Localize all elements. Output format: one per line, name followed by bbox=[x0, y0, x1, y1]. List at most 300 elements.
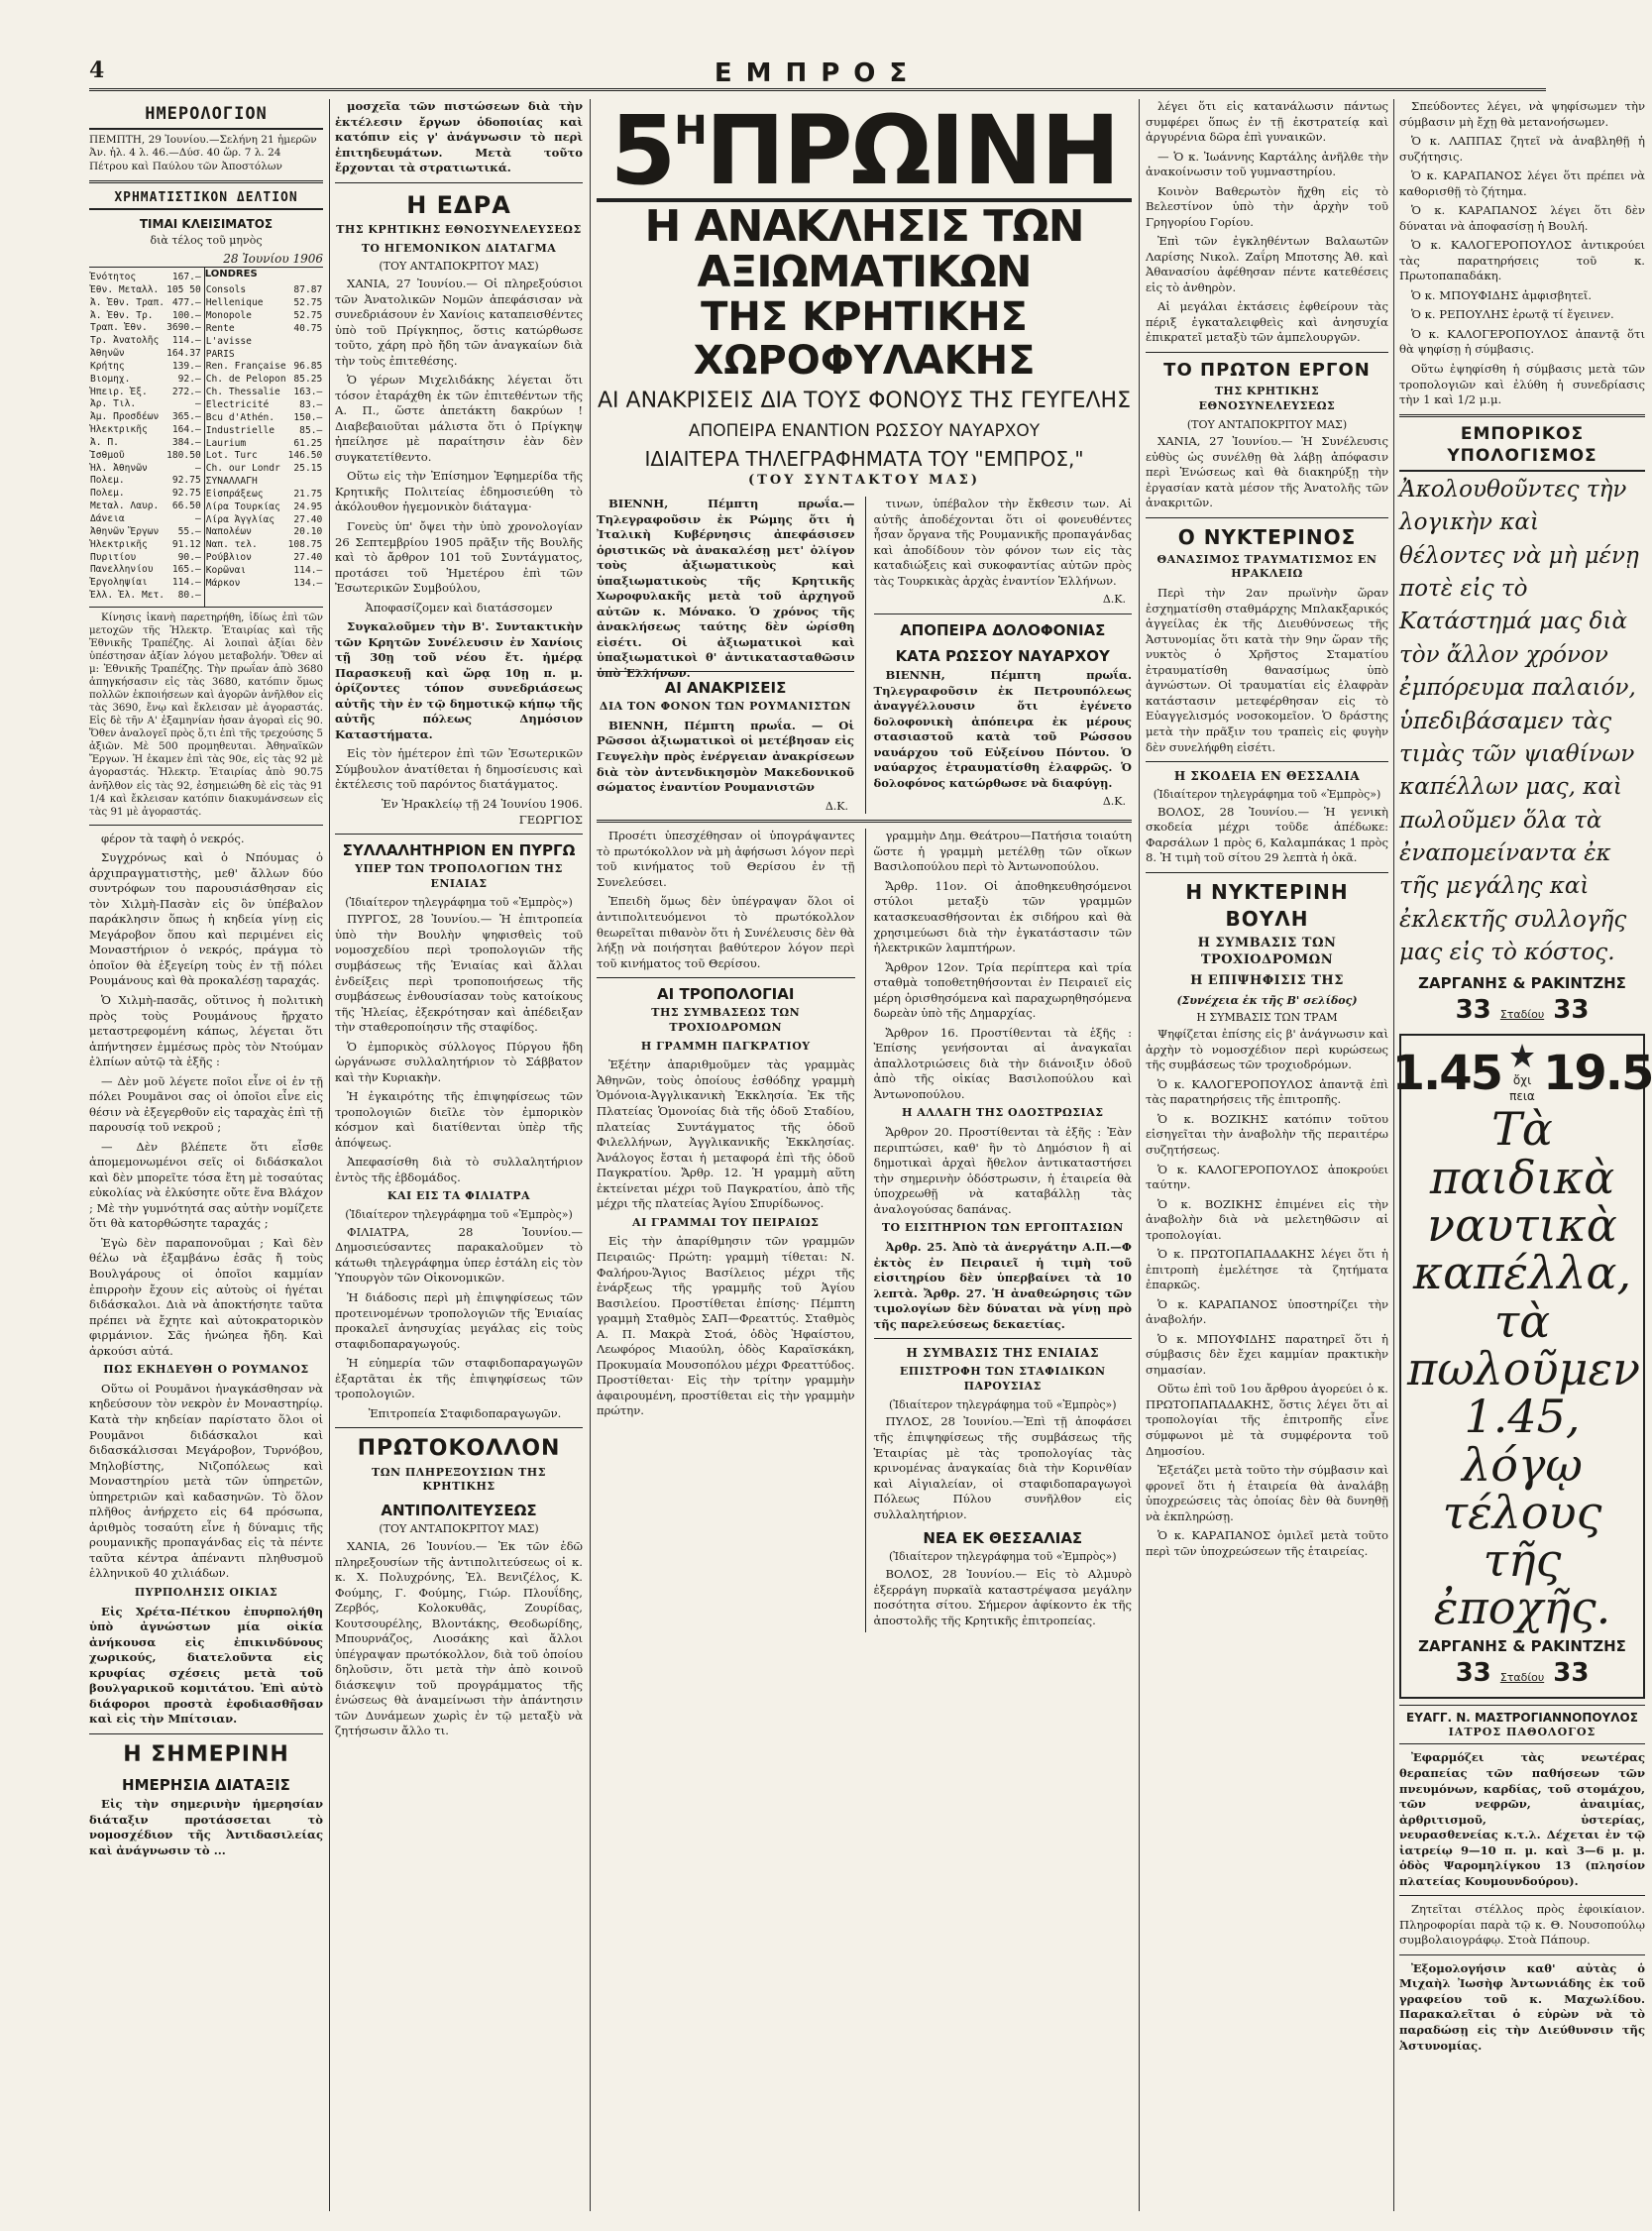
burial-title: ΠΩΣ ΕΚΗΔΕΥΘΗ Ο ΡΟΥΜΑΝΟΣ bbox=[103, 1363, 309, 1377]
market-row bbox=[89, 590, 202, 603]
security-price: 85.25 bbox=[293, 374, 323, 386]
article-paragraph: Ὁ κ. ΚΑΡΑΠΑΝΟΣ λέγει ὅτι δὲν δύναται νὰ ἀποφασίσῃ ἡ Βουλή. bbox=[1399, 203, 1645, 233]
security-price: 24.95 bbox=[293, 501, 323, 512]
piraeus-title: ΑΙ ΓΡΑΜΜΑΙ ΤΟΥ ΠΕΙΡΑΙΩΣ bbox=[632, 1215, 820, 1229]
wanted-notice: Ζητεῖται στέλλος πρὸς ἐφοικίαιον. Πληροφορίαι παρὰ τῷ κ. Θ. Νουσοπούλῳ συμβολαιογράφῳ. Στοὰ Πάπουρ. bbox=[1399, 1902, 1645, 1948]
market-row bbox=[89, 513, 202, 526]
security-name: Βιομηχ. bbox=[90, 373, 131, 385]
market-row bbox=[89, 348, 202, 361]
first-work-correspondent: (ΤΟΥ ΑΝΤΑΠΟΚΡΙΤΟΥ ΜΑΣ) bbox=[1186, 417, 1348, 431]
market-row bbox=[89, 488, 202, 501]
market-row bbox=[89, 539, 202, 552]
security-name: Ρούβλιον bbox=[205, 552, 252, 564]
security-price: 384.— bbox=[171, 436, 201, 448]
article-paragraph: Γονεὺς ὑπ' ὄψει τὴν ὑπὸ χρονολογίαν 26 Σεπτεμβρίου 1905 πρᾶξιν τῆς Βουλῆς καὶ τὸ ἄρθρον 101 τοῦ Συντάγματος, προτάσει τοῦ Ἡμετέρου ἐπὶ τῶν Ἐσωτερικῶν Συμβούλου, bbox=[335, 518, 583, 596]
security-price: 134.— bbox=[293, 577, 323, 589]
market-row bbox=[205, 539, 324, 552]
article-paragraph: Ὁ Χιλμὴ-πασᾶς, οὕτινος ἡ πολιτικὴ πρὸς τοὺς Ρουμάνους ἤρχατο μεταστρεφομένη κάπως, λέγεται ὅτι ἀπήντησεν ἐμμέσως πρὸς τὸν Ντούμαν ἐλπίων αὐτῷ τὰ ἑξῆς : bbox=[89, 992, 323, 1069]
article-paragraph: Ἀποφασίζομεν καὶ διατάσσομεν bbox=[365, 600, 553, 614]
seat-subtitle: ΤΗΣ ΚΡΗΤΙΚΗΣ ΕΘΝΟΣΥΝΕΛΕΥΣΕΩΣ bbox=[336, 222, 582, 236]
security-name: Ἀμ. Προσδέων bbox=[90, 411, 160, 423]
article-paragraph: Ὁ κ. ΚΑΡΑΠΑΝΟΣ λέγει ὅτι πρέπει νὰ καθορισθῇ τὸ ζήτημα. bbox=[1399, 168, 1645, 198]
market-row bbox=[205, 463, 324, 476]
security-price: 180.50 bbox=[166, 449, 201, 461]
night-title: Ο ΝΥΚΤΕΡΙΝΟΣ bbox=[1177, 524, 1357, 549]
security-price: 87.87 bbox=[293, 284, 323, 296]
signature: Δ.Κ. bbox=[1102, 593, 1126, 607]
article-paragraph: Ὁ κ. ΡΕΠΟΥΛΗΣ ἐρωτᾷ τί ἔγεινεν. bbox=[1411, 307, 1614, 322]
calendar-line: Πέτρου καὶ Παύλου τῶν Ἀποστόλων bbox=[89, 161, 282, 173]
market-row bbox=[205, 578, 324, 591]
first-work-text: ΧΑΝΙΑ, 27 Ἰουνίου.— Ἡ Συνέλευσις εὐθὺς ὡς συνέλθῃ θὰ λάβῃ ἀπόφασιν περὶ Ἑνώσεως καὶ θὰ διακηρύξῃ τὴν ἐργασίαν κατὰ μέσον τῆς Ἀνατολῆς τῶν ἀνακριτῶν. bbox=[1146, 434, 1388, 510]
article-paragraph: Ἡ ἐγκαιρότης τῆς ἐπιψηφίσεως τῶν τροπολογιῶν διεῖλε τὸν ἐμπορικὸν κόσμον καὶ διατίθενται ὑπὲρ τῆς ἀπόψεως. bbox=[335, 1089, 583, 1150]
market-row bbox=[205, 284, 324, 297]
doctor-text: Ἐφαρμόζει τὰς νεωτέρας θεραπείας τῶν παθήσεων τῶν πνευμόνων, καρδίας, τοῦ στομάχου, τῶν νεφρῶν, ἀναιμίας, ἀρθριτισμοῦ, ὑστερίας, νευρασθενείας κ.τ.λ. Δέχεται ἐν τῷ ἰατρείῳ 9—10 π. μ. καὶ 3—6 μ. μ. ὁδὸς Ψαρομηλίγκου 13 (πλησίον πλατείας Κουμουνδούρου). bbox=[1399, 1750, 1645, 1888]
security-price: 21.75 bbox=[293, 488, 323, 500]
market-row bbox=[205, 502, 324, 514]
market-row bbox=[205, 399, 324, 412]
market-row bbox=[89, 475, 202, 488]
market-row bbox=[205, 552, 324, 565]
security-price: 52.75 bbox=[293, 310, 323, 322]
protocol-title: ΠΡΩΤΟΚΟΛΛΟΝ bbox=[357, 1436, 561, 1462]
article-paragraph: Ἄρθρ. 11ον. Οἱ ἀποθηκευθησόμενοι στύλοι μεταξὺ τῶν γραμμῶν κατασκευασθήσονται ἐκ σιδήρου καὶ θὰ χρησιμεύωσι διὰ τὴν ἐγκατάστασιν τῶν ἠλεκτρικῶν λαμπτήρων. bbox=[873, 878, 1132, 955]
article-paragraph: Ἐπιτροπεία Σταφιδοπαραγωγῶν. bbox=[368, 1405, 562, 1420]
security-name: Πυριτίου bbox=[90, 551, 137, 563]
amendments-text: Ἐξέτην ἀπαριθμοῦμεν τὰς γραμμὰς Ἀθηνῶν, τοὺς ὁποίους ἐσθόδηχ γραμμὴ Ὁμόνοια-Ἀγγλικανικὴ Ἐκκλησία. Ἐκ τῆς Πλατείας Ὁμονοίας διὰ τῆς ὁδοῦ Σταδίου, πλατείας Συντάγματος τῆς ὁδοῦ Φιλελλήνων, Ἀγγλικανικῆς Ἐκκλησίας. Ἀνάλογος ἔσται ἡ μεταφορά ἐπὶ τῆς ὁδοῦ Παγκρατίου. Ἄρθρ. 12. Ἡ γραμμὴ αὕτη ἐκτείνεται μέχρι τοῦ Παγκρατίου, ἀπὸ τῆς μέχρι τῆς πλατείας Ἁγίου Σπυρίδωνος. bbox=[597, 1058, 855, 1211]
security-price: 165.— bbox=[171, 564, 201, 576]
vouli-continuation: (Συνέχεια ἐκ τῆς Β' σελίδος) bbox=[1176, 993, 1358, 1007]
first-work-title: ΤΟ ΠΡΩΤΟΝ ΕΡΓΟΝ bbox=[1163, 359, 1371, 381]
security-name: Ἀ. Ἐθν. Τρ. bbox=[90, 309, 154, 321]
article-paragraph: Ψηφίζεται ἐπίσης εἰς β' ἀνάγνωσιν καὶ ἀρχὴν τὸ νομοσχέδιον περὶ κυρώσεως τῆς συμβάσεως τῶν τροχιοδρόμων. bbox=[1146, 1027, 1388, 1072]
security-price: 96.85 bbox=[293, 361, 323, 373]
article-paragraph: Ἡ εὐημερία τῶν σταφιδοπαραγωγῶν ἐξαρτᾶται ἐκ τῆς ἐπιψηφίσεως τῶν τροπολογιῶν. bbox=[335, 1356, 583, 1401]
headline-3: ΤΗΣ ΚΡΗΤΙΚΗΣ ΧΩΡΟΦΥΛΑΚΗΣ bbox=[693, 294, 1036, 385]
vouli-subtitle-3: Η ΣΥΜΒΑΣΙΣ ΤΩΝ ΤΡΑΜ bbox=[1196, 1010, 1338, 1024]
amendments-title: ΑΙ ΤΡΟΠΟΛΟΓΙΑΙ bbox=[657, 985, 795, 1004]
seat-subtitle-2: ΤΟ ΗΓΕΜΟΝΙΚΟΝ ΔΙΑΤΑΓΜΑ bbox=[361, 241, 557, 255]
financial-bulletin-title: ΧΡΗΜΑΤΙΣΤΙΚΟΝ ΔΕΛΤΙΟΝ bbox=[89, 189, 323, 210]
market-row bbox=[89, 577, 202, 590]
today-subtitle: ΗΜΕΡΗΣΙΑ ΔΙΑΤΑΞΙΣ bbox=[122, 1776, 290, 1795]
market-row bbox=[205, 489, 324, 502]
market-row bbox=[205, 349, 324, 362]
security-price: — bbox=[194, 513, 201, 525]
today-title: Η ΣΗΜΕΡΙΝΗ bbox=[123, 1741, 289, 1767]
article-paragraph: φέρον τὰ ταφὴ ὁ νεκρός. bbox=[101, 831, 245, 845]
article-paragraph: Ὁ ἐμπορικὸς σύλλογος Πύργου ἤδη ὡργάνωσε συλλαλητήριον τὸ Σάββατον καὶ τὴν Κυριακὴν. bbox=[335, 1039, 583, 1084]
amendments-subtitle: ΤΗΣ ΣΥΜΒΑΣΕΩΣ ΤΩΝ ΤΡΟΧΙΟΔΡΟΜΩΝ bbox=[651, 1006, 801, 1034]
security-price: 52.75 bbox=[293, 297, 323, 309]
street-number: 33 bbox=[1455, 1657, 1491, 1688]
market-row bbox=[205, 387, 324, 399]
security-name: Κρήτης bbox=[90, 360, 125, 372]
old-price: 19.5 bbox=[1543, 1046, 1652, 1102]
market-table-left bbox=[89, 272, 202, 603]
security-name: Μάρκον bbox=[205, 577, 241, 589]
column-2-lead: μοσχεῖα τῶν πιστώσεων διὰ τὴν ἐκτέλεσιν ἔργων ὁδοποιίας καὶ κατόπιν εἰς γ' ἀνάγνωσιν τὸ περὶ ἐπιτηδευμάτων. Μετὰ τοῦτο ἔρχονται τὰ στρατιωτικά. bbox=[335, 99, 583, 175]
security-name: Ἰσθμοῦ bbox=[90, 449, 125, 461]
security-name: Ἠπειρ. Ἐξ. bbox=[90, 386, 148, 397]
security-name: Πολεμ. bbox=[90, 475, 125, 487]
market-row bbox=[205, 297, 324, 310]
article-paragraph: Ὁ κ. ΜΠΟΥΦΙΔΗΣ παρατηρεῖ ὅτι ἡ σύμβασις δὲν ἔχει καμμίαν πρακτικὴν σημασίαν. bbox=[1146, 1331, 1388, 1377]
market-row bbox=[89, 284, 202, 297]
harvest-title: Η ΣΚΟΔΕΙΑ ΕΝ ΘΕΣΣΑΛΙΑ bbox=[1173, 769, 1361, 784]
security-name: Rente bbox=[205, 322, 235, 334]
article-paragraph: — Ὁ κ. Ἰωάννης Καρτάλης ἀνῆλθε τὴν ἀνακοίνωσιν τοῦ γυμναστηρίου. bbox=[1146, 149, 1388, 179]
market-row bbox=[89, 322, 202, 335]
article-paragraph: ΠΥΡΓΟΣ, 28 Ἰουνίου.— Ἡ ἐπιτροπεία ὑπὸ τὴν Βουλὴν ψηφισθεὶς τοῦ νομοσχεδίου περὶ τροπολογιῶν τῆς συμβάσεως τῆς Ἑνιαίας καὶ ἄλλαι ἐνδείξεις περὶ τροποποιήσεως τῆς συμβάσεως ἐνθουσίασαν τοὺς κατοίκους τῆς Ἠλείας, ἐξεκρότησαν καὶ ἀπέδειξαν τὴν σταθεροποίησιν τῆς σταφίδος. bbox=[335, 912, 583, 1035]
column-6 bbox=[1391, 99, 1652, 2211]
street-name: Σταδίου bbox=[1499, 1670, 1545, 1684]
night-subtitle: ΘΑΝΑΣΙΜΟΣ ΤΡΑΥΜΑΤΙΣΜΟΣ ΕΝ ΗΡΑΚΛΕΙΩ bbox=[1156, 552, 1377, 581]
market-row bbox=[89, 450, 202, 463]
market-row bbox=[205, 438, 324, 451]
market-row bbox=[89, 272, 202, 284]
article-paragraph: Οὕτω ἐπὶ τοῦ 1ου ἄρθρου ἀγορεύει ὁ κ. ΠΡΩΤΟΠΑΠΑΔΑΚΗΣ, ὅστις λέγει ὅτι αἱ τροπολογίαι τῆς ἐπιτροπῆς εἶνε σύμφωνοι μὲ τὰ συμφέροντα τοῦ Δημοσίου. bbox=[1146, 1382, 1388, 1458]
market-table bbox=[89, 267, 323, 608]
night-text: Περὶ τὴν 2αν πρωϊνὴν ὥραν ἐσχηματίσθη σταθμάρχης Μπλακξαρικός ἀγγείλας ἐκ τῆς Διευθύνσεως τῆς Ἀστυνομίας ὅτι κατὰ τὴν 9ην ὥραν τῆς νυκτὸς ὁ Χρῆστος Σταματίου ἐτραυματίσθη θανασίμως ὑπὸ ἀγνώστων. Οἱ τραυματίαι εἰς ἐλαφρὰν κατάστασιν μετεφέρθησαν εἰς τὸ Εὐαγγελισμός νοσοκομεῖον. Ὁ δράστης μετὰ τὴν πρᾶξιν του τραπεὶς εἰς φυγὴν δὲν συνελήφθη εἰσέτι. bbox=[1146, 586, 1388, 754]
security-name: PARIS bbox=[205, 348, 235, 360]
ticket-title: ΤΟ ΕΙΣΙΤΗΡΙΟΝ ΤΩΝ ΕΡΓΟΠΤΑΣΙΩΝ bbox=[881, 1221, 1124, 1235]
market-row bbox=[89, 526, 202, 539]
lead-right: τινων, ὑπέβαλον τὴν ἔκθεσιν των. Αἱ αὐτῆς ἀποδέχονται ὅτι οἱ φονευθέντες ἦσαν ὄργανα τῆς Ρουμανικῆς προπαγάνδας καὶ ἀποδίδουν τὸν φόνον των εἰς τὰς καταδιώξεις καὶ συκοφαντίας αὐτῶν πρὸς τὰς Τουρκικὰς ἀρχὰς ἐναντίον Ἑλλήνων. bbox=[873, 497, 1132, 588]
security-price: 100.— bbox=[171, 309, 201, 321]
security-price: 66.50 bbox=[171, 501, 201, 512]
price-word: ὄχι bbox=[1512, 1073, 1532, 1088]
market-row bbox=[89, 564, 202, 577]
article-paragraph: Ὁ κ. ΚΑΡΑΠΑΝΟΣ ὁμιλεῖ μετὰ τοῦτο περὶ τῶν ὑποχρεώσεων τῆς ἑταιρείας. bbox=[1146, 1528, 1388, 1558]
market-row bbox=[89, 335, 202, 348]
article-paragraph: Ἐπὶ τῶν ἐγκληθέντων Βαλαωτῶν Λαρίσης Νικολ. Ζαΐρη Μποτσης Ἀθ. καὶ Ἀθανασίου ἀφέθησαν πέντε κατεθέσεις εἰς τὸ ἀνθηρὸν. bbox=[1146, 234, 1388, 294]
column-5-lead: λέγει ὅτι εἰς κατανάλωσιν πάντως συμφέρει ὅπως ἐν τῇ ἐκστρατείᾳ καὶ ἀργυρένια δῶρα ἐπὶ γυναικῶν. bbox=[1146, 99, 1388, 145]
article-paragraph: Ὁ κ. ΚΑΛΟΓΕΡΟΠΟΥΛΟΣ ἀντικρούει τὰς παρατηρήσεις τοῦ κ. Πρωτοπαπαδάκη. bbox=[1399, 238, 1645, 283]
security-name: Lot. Turc bbox=[205, 450, 258, 462]
article-paragraph: ΧΑΝΙΑ, 27 Ἰουνίου.— Οἱ πληρεξούσιοι τῶν Ἀνατολικῶν Νομῶν ἀπεφάσισαν νὰ συνεδριάσουν ἐν Χανίοις καταπεισθέντες ὑπὸ τοῦ Πρίγκηπος, ὅστις κατώρθωσε τοῦτο, χάρη πρὸ ἤδη τῶν ἀναγκαίων διὰ τὴν τοὺς ἐπιτεθέσης. bbox=[335, 277, 583, 368]
security-name: Μεταλ. Λαυρ. bbox=[90, 501, 160, 512]
security-name: Ch. de Pelopon bbox=[205, 374, 286, 386]
article-paragraph: ΦΙΛΙΑΤΡΑ, 28 Ἰουνίου.— Δημοσιεύσαντες παρακαλοῦμεν τὸ κάτωθι τηλεγράφημα ὑπερ ἐστάλη εἰς τὸν Ὑπουργὸν τῶν Οἰκονομικῶν. bbox=[335, 1224, 583, 1285]
calendar-line: Ἀν. ἡλ. 4 λ. 46.—Δύσ. 40 ὥρ. 7 λ. 24 bbox=[89, 147, 281, 160]
road-title: Η ΑΛΛΑΓΗ ΤΗΣ ΟΔΟΣΤΡΩΣΙΑΣ bbox=[901, 1106, 1104, 1120]
market-row bbox=[205, 374, 324, 387]
security-name: Ch. our Londr bbox=[205, 463, 280, 475]
security-price: 365.— bbox=[171, 411, 201, 423]
column-5 bbox=[1146, 99, 1388, 2211]
investigations-subtitle: ΔΙΑ ΤΟΝ ΦΟΝΟΝ ΤΩΝ ΡΟΥΜΑΝΙΣΤΩΝ bbox=[599, 700, 852, 714]
security-price: 114.— bbox=[171, 335, 201, 347]
kids-hat-firm: ΖΑΡΓΑΝΗΣ & ΡΑΚΙΝΤΖΗΣ bbox=[1418, 1636, 1626, 1655]
security-name: Κορῶναι bbox=[205, 564, 247, 576]
protocol-subtitle-2: ΑΝΤΙΠΟΛΙΤΕΥΣΕΩΣ bbox=[381, 1502, 537, 1520]
article-paragraph: Ἀπεφασίσθη διὰ τὸ συλλαλητήριον ἐντὸς τῆς ἑβδομάδος. bbox=[335, 1155, 583, 1184]
security-price: 91.12 bbox=[171, 538, 201, 550]
fire-text: Εἰς Χρέτα-Πέτκου ἐπυρπολήθη ὑπὸ ἀγνώστων μία οἰκία ἀνήκουσα εἰς ἐπικινδύνους χωρικούς, διατελοῦντα εἰς κρυφίας σχέσεις μετὰ τοῦ βουλγαρικοῦ κομιτάτου. Ἐπὶ αὐτὸ διάφοροι προστὰ ἐφοδιασθῆσαν καὶ εἰς τὴν Μπίτσιαν. bbox=[89, 1604, 323, 1727]
security-price: 164.— bbox=[171, 424, 201, 436]
article-paragraph: Ἄρθρον 16. Προστίθενται τὰ ἑξῆς : Ἐπίσης γενήσονται αἱ ἀναγκαῖαι ἀπαλλοτριώσεις διὰ τὴν διάνοιξιν ὁδοῦ ἀπὸ τῆς οἰκίας Βασιλοπούλου καὶ Ἀντωνοπούλου. bbox=[873, 1025, 1132, 1101]
investigations-text: ΒΙΕΝΝΗ, Πέμπτη πρωΐα. — Οἱ Ρῶσσοι ἀξιωματικοὶ οἱ μετέβησαν εἰς Γευγελὴν πρὸς ἐνέργειαν ἀνακρίσεων διὰ τὸν ἀντενδικησμὸν Μακεδονικοῦ σώματος ἐναντίον Ρουμανιστῶν bbox=[597, 718, 854, 795]
security-name: Hellenique bbox=[205, 297, 264, 309]
article-paragraph: Συγχρόνως καὶ ὁ Νπόυμας ὁ ἀρχιπραγματιστὴς, μεθ' ἄλλων δύο συντρόφων του παρουσιάσθησαν εἰς τὸν Χιλμὴ-Πασὰν εἰς ὃν ὑπέβαλον παράκλησιν ὅπως ἡ κηδεία γίνῃ εἰς Μεγάροβον ὅπου καὶ περιμένει εἰς Μοναστήριον ὁ νεκρός, πράγμα τὸ ὁποῖον θὰ ἐξεγείρη τοὺς ἐν τῇ πόλει Ρουμάνους καὶ θὰ προκαλέσῃ ταραχάς. bbox=[89, 850, 323, 988]
security-name: Consols bbox=[205, 284, 247, 296]
article-paragraph: Ἐγὼ δὲν παραπονοῦμαι ; Καὶ δὲν θέλω νὰ ἐξαμβάνω ἐσᾶς ἤ τοὺς Βουλγάρους οἱ ὁποῖοι καμμίαν ἐπιρροὴν ἔχουν εἰς αὐτοὺς οἱ ἡγέται διδάσκαλοι. Διὰ νὰ ἀποκτήσητε ταῦτα πρέπει νὰ ἔχητε καὶ αὐτοκρατορικὸν φιρμάνιον. Σᾶς ἠνώηεα ἤδη. Καὶ ἀρκούσι αὐτά. bbox=[89, 1235, 323, 1358]
kids-hat-price-row bbox=[1391, 1042, 1652, 1105]
article-paragraph: Ὁ κ. ΒΟΖΙΚΗΣ ἐπιμένει εἰς τὴν ἀναβολὴν διὰ νὰ μελετηθῶσιν αἱ τροπολογίαι. bbox=[1146, 1196, 1388, 1242]
financial-date: 28 Ἰουνίου 1906 bbox=[223, 251, 323, 266]
hat-ad-firm: ΖΑΡΓΑΝΗΣ & ΡΑΚΙΝΤΖΗΣ bbox=[1418, 974, 1626, 993]
article-paragraph: Σπεύδοντες λέγει, νὰ ψηφίσωμεν τὴν σύμβασιν μὴ ἔχῃ θὰ μετανοήσωμεν. bbox=[1399, 99, 1645, 129]
security-name: Ἠλεκτρικῆς bbox=[90, 424, 148, 436]
headline-superscript: Η bbox=[674, 108, 706, 154]
security-name: Ἠλ. Ἀθηνῶν bbox=[90, 462, 148, 474]
calendar-lines bbox=[89, 134, 323, 174]
security-price: 92.— bbox=[177, 373, 201, 385]
security-name: Ἀθηνῶν Ἔργων bbox=[90, 525, 160, 537]
price-separator bbox=[1509, 1043, 1535, 1104]
article-paragraph: Ὁ κ. ΚΑΛΟΓΕΡΟΠΟΥΛΟΣ ἀποκρούει ταύτην. bbox=[1146, 1162, 1388, 1192]
adm-title: ΑΠΟΠΕΙΡΑ ΔΟΛΟΦΟΝΙΑΣ bbox=[900, 620, 1106, 639]
security-name: Ναπ. τελ. bbox=[205, 539, 258, 551]
market-row bbox=[89, 501, 202, 513]
security-name: Electricité bbox=[205, 398, 270, 410]
column-1 bbox=[89, 99, 323, 2211]
security-price: 92.75 bbox=[171, 475, 201, 487]
security-price: 20.10 bbox=[293, 526, 323, 538]
enia-title: Η ΣΥΜΒΑΣΙΣ ΤΗΣ ΕΝΙΑΙΑΣ bbox=[906, 1346, 1099, 1361]
vouli-subtitle: Η ΣΥΜΒΑΣΙΣ ΤΩΝ ΤΡΟΧΙΟΔΡΟΜΩΝ bbox=[1197, 935, 1337, 967]
article-paragraph: Συγκαλοῦμεν τὴν Β'. Συντακτικὴν τῶν Κρητῶν Συνέλευσιν ἐν Χανίοις τῇ 30ῃ τοῦ νέου ἔτ. ἡμέρᾳ Παρασκευῇ καὶ ὥρᾳ 10ῃ π. μ. ὁρίζοντες τόπον συνεδριάσεως αὐτῆς τὴν ἐν τῷ δημοτικῷ κήπῳ τῆς αὐτῆς πόλεως Δημόσιον Καταστήματα. bbox=[335, 619, 583, 741]
ticket-text: Ἀρθρ. 25. Ἀπὸ τὰ ἀνεργάτην Α.Π.—Φ ἐκτὸς ἐν Πειραιεῖ ἡ τιμὴ τοῦ εἰσιτηρίου δὲν ὑπερβαίνει τὰ 10 λεπτὰ. Ἄρθρ. 27. Ἡ ἀναθεώρησις τῶν τιμολογίων δὲν δύναται νὰ γίνῃ πρὸ τῆς παρελεύσεως δεκαετίας. bbox=[873, 1240, 1132, 1331]
security-price: 27.40 bbox=[293, 513, 323, 525]
security-name: Εἰσπράξεως bbox=[205, 488, 264, 500]
protocol-text: ΧΑΝΙΑ, 26 Ἰουνίου.— Ἐκ τῶν ἐδῶ πληρεξουσίων τῆς ἀντιπολιτεύσεως οἱ κ. κ. Χ. Πολυχρόνης, Ἐλ. Βενιζέλος, Κ. Φούμης, Γ. Φούμης, Γιώρ. Πλουΐδης, Ζερβός, Κολοκυθᾶς, Ζουρίδας, Κουτσουρέλης, Βλοντάκης, Θεοδωρίδης, Μπουρνάζος, Λιοσάκης καὶ ἄλλοι ὑπέγραψαν πρωτόκολλον, διὰ τοῦ ὁποίου δηλοῦσιν, ὅτι μετὰ τὴν ἀπὸ κοινοῦ διάσκεψιν τοῦ προγράμματος τῆς ἑνώσεως θὰ ἀναμείνωσι τὴν ἀπάντησιν τῶν Δυνάμεων χωρὶς ἐν τῷ μεταξὺ νὰ ζητήσωσιν ἄλλο τι. bbox=[335, 1539, 583, 1738]
investigations-title: ΑΙ ΑΝΑΚΡΙΣΕΙΣ bbox=[664, 679, 787, 698]
new-price: 1.45 bbox=[1391, 1046, 1501, 1102]
market-row bbox=[89, 437, 202, 450]
security-name: L'avisse bbox=[205, 335, 252, 347]
piraeus-text: Εἰς τὴν ἀπαρίθμησιν τῶν γραμμῶν Πειραιῶς· Πρώτη: γραμμὴ τίθεται: Ν. Φαλήρου-Ἅγιος Βασίλειος μέχρι τῆς ἐνάρξεως τῆς γραμμῆς τοῦ Ἁγίου Βασιλείου. Προστίθεται ἐπίσης· Πέμπτη γραμμὴ Σταθμὸς ΣΑΠ—Φρεαττύς. Σταθμὸς Α. Π. Μακρὰ Στοά, ὁδὸς Ἠφαίστου, Λεωφόρος Μιαούλη, ὁδὸς Καραϊσκάκη, Προκυμαία Μουσοπόλου μέχρι Φρεαττύδος. Προστίθεται· Εἰς τὴν τρίτην γραμμὴν ἀφαιρουμένη, προστίθεται εἰς τὴν γραμμὴν πρώτην. bbox=[597, 1234, 855, 1418]
market-header: LONDRES bbox=[204, 268, 258, 279]
burial-text: Οὕτω οἱ Ρουμᾶνοι ἠναγκάσθησαν νὰ κηδεύσουν τὸν νεκρὸν ἐν Μοναστηρίῳ. Κατὰ τὴν κηδείαν παρίστατο ὅλοι οἱ Ρουμᾶνοι διδάσκαλοι καὶ διδασκάλισσαι Μεγάροβον, Τυρνόβου, Μηλοβίστης, Νιζοπόλεως καὶ Μοναστηρίου μετὰ τῶν ὑπηρετῶν, ὑπηρετριῶν καὶ καδασηνῶν. Τὸ ὅλον πλῆθος ἀνήρχετο εἰς 64 πρόσωπα, ἀριθμὸς τοσαύτη εἶνε ἡ δύναμις τῆς ρουμανικῆς προπαγάνδας εἰς τὰ πέντε ταῦτα κέντρα ἀπέναντι πληθυσμοῦ ἑλληνικοῦ 40 χιλιάδων. bbox=[89, 1381, 323, 1581]
market-row bbox=[89, 361, 202, 374]
security-name: Ch. Thessalie bbox=[205, 387, 280, 398]
enia-source: (Ἰδιαίτερον τηλεγράφημα τοῦ «Ἐμπρὸς») bbox=[888, 1397, 1117, 1411]
harvest-source: (Ἰδιαίτερον τηλεγράφημα τοῦ «Ἐμπρὸς») bbox=[1153, 788, 1381, 802]
market-row bbox=[205, 476, 324, 489]
seat-correspondent: (ΤΟΥ ΑΝΤΑΠΟΚΡΙΤΟΥ ΜΑΣ) bbox=[379, 260, 539, 274]
security-name: Ἀ. Ἐθν. Τραπ. bbox=[90, 296, 165, 308]
security-price bbox=[287, 476, 324, 489]
hat-ad-address bbox=[1399, 993, 1645, 1028]
thessaly-news-text: ΒΟΛΟΣ, 28 Ἰουνίου.— Εἰς τὸ Αλμυρὸ ἐξερράγη πυρκαϊὰ καταστρέψασα μεγάλην ποσότητα σίτου. Σήμερον ἀφίκοντο ἐκ τῆς ἀποστολῆς τῆς Κρητικῆς ἐπιτροπείας. bbox=[873, 1567, 1132, 1627]
doctor-name: ΕΥΑΓΓ. Ν. ΜΑΣΤΡΟΓΙΑΝΝΟΠΟΥΛΟΣ bbox=[1406, 1710, 1638, 1725]
kids-hat-text: Τὰ παιδικὰ ναυτικὰ καπέλλα, τὰ πωλοῦμεν 1.45, λόγῳ τέλους τῆς ἐποχῆς. bbox=[1407, 1102, 1641, 1635]
security-price: 114.— bbox=[171, 577, 201, 589]
market-row bbox=[89, 398, 202, 411]
article-paragraph: Ὁ κ. ΚΑΡΑΠΑΝΟΣ ὑποστηρίζει τὴν ἀναβολήν. bbox=[1146, 1296, 1388, 1327]
market-row bbox=[205, 412, 324, 425]
security-price: 61.25 bbox=[293, 437, 323, 449]
security-price: 3690.— bbox=[166, 322, 201, 334]
security-name: Ἀρ. Τιλ. bbox=[90, 398, 137, 410]
financial-commentary: Κίνησις ἱκανὴ παρετηρήθη, ἰδίως ἐπὶ τῶν μετοχῶν τῆς Ἠλεκτρ. Ἑταιρίας καὶ τῆς Ἐθνικῆς Τραπέζης. Αἱ λοιπαὶ ἀξίαι δὲν ὑπέστησαν ἀξίαν λόγου μεταβολήν. Ὅθεν αἱ μ: Ἐθνικῆς Τραπέζης. Τὴν πρωΐαν ἀπὸ 3680 ἀπηγκήσασιν εἰς τὰς 3680, κατόπιν ὅμως πολλῶν ἐκποιήσεων καὶ ἀγορῶν ἀνῆλθον εἰς τὰς 3690, ἔνῳ καὶ ἔκλεισαν μὲ ἀγοραστάς. Εἰς δὲ τῆν Α' ἐξαμηνίαν ἠσαν ἀγοραὶ εἰς 90. Ὅθεν ἀναλογεῖ πρὸς ὅ,τι ἐπὶ τῆς τρεχούσης 5 ἀξιῶν. Μὲ 500 προμηθευται. Ἀθηναϊκῶν Ἔργων. Ἠ ἐκαμεν ἐπὶ τὰς 90ε, εἰς τὰς 92 μὲ ἀγοραστάς. Ἠλεκτρ. Ἑταιρίας ἀπὸ 90.75 ἀνῆλθον εἰς τὰς 92, ἐσημειώθη δὲ εἰς τὰς 91 1/4 καὶ ἔκλεισαν κατόπιν διακυμάνσεων εἰς τὰς 91 μὲ ἀγοραστάς. bbox=[89, 612, 323, 818]
security-price: 146.50 bbox=[287, 450, 323, 462]
security-name: Ἐργοληψίαι bbox=[90, 577, 148, 589]
security-name: Ἀθηνῶν bbox=[90, 348, 125, 360]
article-paragraph: Ἡ διάδοσις περὶ μὴ ἐπιψηφίσεως τῶν προτεινομένων τροπολογιῶν τῆς Ἑνιαίας προκαλεῖ ἀνησυχίας μεγάλας εἰς τοὺς σταφιδοπαραγωγούς. bbox=[335, 1290, 583, 1351]
price-word: πεια bbox=[1509, 1089, 1535, 1104]
commercial-calc-title: ΕΜΠΟΡΙΚΟΣ ΥΠΟΛΟΓΙΣΜΟΣ bbox=[1399, 423, 1645, 473]
article-paragraph: Αἱ μεγάλαι ἐκτάσεις ἐφθείρουν τὰς πέριξ ἐγκαταλειφθεὶς καὶ ἀνησυχία ἐπικρατεῖ μεταξὺ τῶν ἀμπελουργῶν. bbox=[1146, 299, 1388, 345]
security-price: — bbox=[194, 398, 201, 410]
market-row bbox=[89, 297, 202, 310]
center-lower-columns bbox=[597, 829, 1132, 1632]
headline-number: 5 bbox=[609, 95, 675, 206]
vouli-title: Η ΝΥΚΤΕΡΙΝΗ ΒΟΥΛΗ bbox=[1185, 879, 1349, 931]
street-number: 33 bbox=[1553, 1657, 1590, 1688]
market-row bbox=[89, 463, 202, 476]
article-paragraph: Ὁ κ. ΚΑΛΟΓΕΡΟΠΟΥΛΟΣ ἀπαντᾷ ὅτι θὰ ψηφίσῃ ἡ σύμβασις. bbox=[1399, 326, 1645, 357]
security-price: 85.— bbox=[299, 424, 323, 436]
security-name: Ἀ. Π. bbox=[90, 436, 119, 448]
article-paragraph: Ὁ κ. ΒΟΖΙΚΗΣ κατόπιν τοῦτου εἰσηγεῖται τὴν ἀναβολὴν τῆς περαιτέρω συζητήσεως. bbox=[1146, 1111, 1388, 1157]
columns bbox=[89, 95, 1652, 2211]
security-price: 27.40 bbox=[293, 552, 323, 564]
article-paragraph: — Δὲν μοῦ λέγετε ποῖοι εἶνε οἱ ἐν τῇ πόλει Ρουμᾶνοι σας οἱ ὁποῖοι εἶνε εἰς θέσιν νὰ ἐξεγερθοῦν εἰς ταραχὰς ἐπὶ τῇ παρουσίᾳ τοῦ νεκροῦ ; bbox=[89, 1073, 323, 1135]
security-name: Bcu d'Athén. bbox=[205, 411, 275, 423]
security-price: 83.— bbox=[299, 398, 323, 410]
security-price: 80.— bbox=[177, 590, 201, 602]
market-row bbox=[205, 565, 324, 578]
security-name: Πανελληνίου bbox=[90, 564, 154, 576]
market-row bbox=[205, 336, 324, 349]
closing-prices-sub: διὰ τέλος τοῦ μηνὸς bbox=[150, 234, 263, 248]
headline-word: ΠΡΩΙΝΗ bbox=[705, 95, 1119, 206]
security-price: 40.75 bbox=[293, 322, 323, 334]
first-work-subtitle: ΤΗΣ ΚΡΗΤΙΚΗΣ ΕΘΝΟΣΥΝΕΛΕΥΣΕΩΣ bbox=[1198, 385, 1336, 412]
article-paragraph: Εἰς τὸν ἡμέτερον ἐπὶ τῶν Ἐσωτερικῶν Σύμβουλον ἀνατίθεται ἡ δημοσίευσις καὶ ἐκτέλεσις τοῦ παρόντος διατάγματος. bbox=[335, 746, 583, 792]
security-name: Laurium bbox=[205, 437, 247, 449]
market-row bbox=[205, 450, 324, 463]
market-row bbox=[89, 552, 202, 565]
article-paragraph: Οὕτω εἰς τὴν Ἐπίσημον Ἐφημερίδα τῆς Κρητικῆς Πολιτείας ἐδημοσιεύθη τὸ ἀκόλουθον ἡγεμονικὸν διάταγμα· bbox=[335, 469, 583, 514]
market-row bbox=[89, 387, 202, 399]
security-name: Ἑλλ. Ἐλ. Μετ. bbox=[90, 590, 165, 602]
vouli-subtitle-2: Η ΕΠΙΨΗΦΙΣΙΣ ΤΗΣ bbox=[1190, 973, 1344, 989]
rally-title: ΣΥΛΛΑΛΗΤΗΡΙΟΝ ΕΝ ΠΥΡΓΩ bbox=[342, 841, 576, 860]
amendments-subtitle-2: Η ΓΡΑΜΜΗ ΠΑΓΚΡΑΤΙΟΥ bbox=[640, 1039, 811, 1053]
market-row bbox=[205, 514, 324, 527]
enia-text: ΠΥΛΟΣ, 28 Ἰουνίου.—Ἐπὶ τῇ ἀποφάσει τῆς ἐπιψηφίσεως τῆς συμβάσεως τῆς Ἑταιρίας μὲ τὰς τροπολογίας τὰς κρινομένας ἀναγκαίας διὰ τὴν Κορινθίαν καὶ Αἰγιαλείαν, οἱ σταφιδοπαραγωγοὶ Πόλεως Πύλου συνῆλθον εἰς συλλαλητήριον. bbox=[873, 1414, 1132, 1521]
signature: Δ.Κ. bbox=[825, 799, 848, 813]
security-price: 167.— bbox=[171, 271, 201, 282]
closing-prices-title: ΤΙΜΑΙ ΚΛΕΙΣΙΜΑΤΟΣ bbox=[139, 217, 274, 232]
protocol-subtitle: ΤΩΝ ΠΛΗΡΕΞΟΥΣΙΩΝ ΤΗΣ ΚΡΗΤΙΚΗΣ bbox=[372, 1465, 546, 1494]
headline-byline: (ΤΟΥ ΣΥΝΤΑΚΤΟΥ ΜΑΣ) bbox=[748, 472, 980, 488]
signature: Δ.Κ. bbox=[1102, 795, 1126, 809]
street-name: Σταδίου bbox=[1499, 1008, 1545, 1022]
fire-title: ΠΥΡΠΟΛΗΣΙΣ ΟΙΚΙΑΣ bbox=[134, 1585, 278, 1599]
security-name: Ἐθν. Μεταλλ. bbox=[90, 283, 160, 295]
road-text: Ἄρθρον 20. Προστίθενται τὰ ἑξῆς : Ἐὰν περιπτώσει, καθ' ἣν τὸ Δημόσιον ἢ αἱ δημοτικαὶ ἀρχαὶ ἤθελον ἀντικαταστήσει τὴν σημερινὴν ὁδόστρωσιν, ἡ ἑταιρεία θὰ ὑποχρεωθῇ νὰ καταβάλλῃ τὰς ἀναλογούσας δαπάνας. bbox=[873, 1125, 1132, 1216]
security-price: 163.— bbox=[293, 387, 323, 398]
kids-hat-ad bbox=[1391, 1034, 1652, 1699]
security-name: Λίρα Ἀγγλίας bbox=[205, 513, 275, 525]
lead-left: ΒΙΕΝΝΗ, Πέμπτη πρωΐα.— Τηλεγραφοῦσιν ἐκ Ρώμης ὅτι ἡ Ἰταλικὴ Κυβέρνησις ἀπεφάσισεν ὁριστικῶς νὰ ἀνακαλέσῃ μετ' ὀλίγον τοὺς ἀξιωματικοὺς καὶ ὑπαξιωματικοὺς τῆς Κρητικῆς Χωροφυλακῆς μετὰ τοῦ ἀρχηγοῦ αὐτῶν κ. Μόνακο. Ὁ χρόνος τῆς ἀνακλήσεως ταύτης δὲν ὡρίσθη εἰσέτι. Οἱ ἀξιωματικοὶ καὶ ὑπαξιωματικοὶ θ' ἀντικατασταθῶσιν ὑπὸ Ἑλλήνων. bbox=[597, 497, 855, 680]
thessaly-news-source: (Ἰδιαίτερον τηλεγράφημα τοῦ «Ἐμπρὸς») bbox=[888, 1550, 1117, 1564]
article-paragraph: Ὁ γέρων Μιχελιδάκης λέγεται ὅτι τόσον ἐταράχθη ἐκ τῶν ἐπιτεθέντων τῆς Α. Π., ὥστε ἀπετάκτη δακρύων ! Διαβεβαιοῦται μάλιστα ὅτι ὁ Πρίγκηψ ἠπείλησε μὲ παραίτησιν ἐὰν δὲν συγκατετίθεντο. bbox=[335, 373, 583, 464]
article-paragraph: Κοινὸν Βαθερωτὸν ἤχθη εἰς τὸ Βελεστίνον ὑπὸ τὴν ἀρχὴν τοῦ Γρηγορίου Γορίου. bbox=[1146, 183, 1388, 229]
enia-subtitle: ΕΠΙΣΤΡΟΦΗ ΤΩΝ ΣΤΑΦΙΔΙΚΩΝ ΠΑΡΟΥΣΙΑΣ bbox=[899, 1365, 1106, 1394]
article-paragraph: Ὁ κ. ΠΡΩΤΟΠΑΠΑΔΑΚΗΣ λέγει ὅτι ἡ ἐπιτροπὴ ἐμελέτησε τὰ ζητήματα ἐπαρκῶς. bbox=[1146, 1247, 1388, 1292]
street-number: 33 bbox=[1553, 995, 1590, 1026]
security-name: Monopole bbox=[205, 310, 252, 322]
security-price: 90.— bbox=[177, 551, 201, 563]
security-price bbox=[287, 349, 324, 362]
street-number: 33 bbox=[1455, 995, 1491, 1026]
security-name: Ἐνότητος bbox=[90, 271, 137, 282]
security-name: Πολεμ. bbox=[90, 488, 125, 500]
market-row bbox=[205, 526, 324, 539]
security-name: Τρ. Ἀνατολῆς bbox=[90, 335, 160, 347]
market-row bbox=[89, 310, 202, 323]
doctor-ad bbox=[1399, 1705, 1645, 1745]
security-price: 105 50 bbox=[166, 283, 201, 295]
security-price: 25.15 bbox=[293, 463, 323, 475]
filiatra-title: ΚΑΙ ΕΙΣ ΤΑ ΦΙΛΙΑΤΡΑ bbox=[386, 1189, 531, 1203]
hat-ad-text: Ἀκολουθοῦντες τὴν λογικὴν καὶ θέλοντες νὰ μὴ μένῃ ποτὲ εἰς τὸ Κατάστημά μας διὰ τὸν ἄλλον χρόνον ἐμπόρευμα παλαιόν, ὑπεδιβάσαμεν τὰς τιμὰς τῶν ψιαθίνων καπέλλων μας, καὶ πωλοῦμεν ὅλα τὰ ἐναπομείναντα ἐκ τῆς μεγάλης καὶ ἐκλεκτῆς συλλογῆς μας εἰς τὸ κόστος. bbox=[1399, 477, 1639, 965]
security-price: 139.— bbox=[171, 360, 201, 372]
market-row bbox=[89, 411, 202, 424]
rally-source: (Ἰδιαίτερον τηλεγράφημα τοῦ «Ἐμπρὸς») bbox=[345, 895, 573, 909]
market-row bbox=[205, 425, 324, 438]
kids-hat-address bbox=[1407, 1656, 1637, 1691]
security-name: Industrielle bbox=[205, 424, 275, 436]
harvest-text: ΒΟΛΟΣ, 28 Ἰουνίου.— Ἡ γενικὴ σκοδεία μέχρι τοῦδε ἀπέδωκε: Φαρσάλων 1 πρὸς 6, Καλαμπάκας 1 πρὸς 8. Ἡ τιμὴ τοῦ σίτου 29 λεπτὰ ἡ ὀκᾶ. bbox=[1146, 804, 1388, 865]
article-paragraph: γραμμὴν Δημ. Θεάτρου—Πατήσια τοιαύτη ὥστε ἡ γραμμὴ μετέλθῃ τῶν οἴκων Βασιλοπούλου περὶ τὸ Ἀντωνοπούλου. bbox=[873, 829, 1132, 874]
article-paragraph: Οὕτω ἐψηφίσθη ἡ σύμβασις μετὰ τῶν τροπολογιῶν καὶ ἐλύθη ἡ συνεδρίασις τὴν 1 καὶ 1/2 μ.μ. bbox=[1399, 361, 1645, 407]
security-name: Λίρα Τουρκίας bbox=[205, 501, 280, 512]
market-row bbox=[205, 310, 324, 323]
article-paragraph: Ἐν Ἡρακλείῳ τῇ 24 Ἰουνίου 1906. ΓΕΩΡΓΙΟΣ bbox=[381, 797, 583, 827]
headline-4: ΑΙ ΑΝΑΚΡΙΣΕΙΣ ΔΙΑ ΤΟΥΣ ΦΟΝΟΥΣ ΤΗΣ ΓΕΥΓΕΛΗΣ bbox=[598, 389, 1131, 414]
security-price: — bbox=[194, 462, 201, 474]
main-headline bbox=[597, 95, 1132, 206]
newspaper-name: ΕΜΠΡΟΣ bbox=[714, 57, 922, 88]
today-text: Εἰς τὴν σημερινὴν ἡμερησίαν διάταξιν προτάσσεται τὸ νομοσχέδιον τῆς Ἀντιδασιλείας καὶ ἀνάγνωσιν τὸ ... bbox=[89, 1797, 323, 1857]
security-name: Τραπ. Ἐθν. bbox=[90, 322, 148, 334]
column-2 bbox=[335, 99, 583, 2211]
seat-title: Η ΕΔΡΑ bbox=[406, 190, 511, 219]
security-price: 114.— bbox=[293, 564, 323, 576]
article-paragraph: Ὁ κ. ΚΑΛΟΓΕΡΟΠΟΥΛΟΣ ἀπαντᾷ ἐπὶ τὰς παρατηρήσεις τῆς ἐπιτροπῆς. bbox=[1146, 1076, 1388, 1107]
calendar-line: ΠΕΜΠΤΗ, 29 Ἰουνίου.—Σελήνη 21 ἡμερῶν bbox=[89, 133, 317, 146]
page-number: 4 bbox=[89, 57, 105, 83]
security-name: Ren. Française bbox=[205, 361, 286, 373]
security-price: 92.75 bbox=[171, 488, 201, 500]
article-paragraph: Ὁ κ. ΜΠΟΥΦΙΔΗΣ ἀμφισβητεῖ. bbox=[1411, 287, 1593, 302]
article-paragraph: Ἐξετάζει μετὰ τοῦτο τὴν σύμβασιν καὶ φρονεῖ ὅτι ἡ ἑταιρεία θὰ ἀναλάβῃ ὑποχρεώσεις τὰς ὁποίας δὲν θὰ δυνηθῇ νὰ ἐκπληρώσῃ. bbox=[1146, 1463, 1388, 1523]
security-price: 477.— bbox=[171, 296, 201, 308]
article-paragraph: — Δὲν βλέπετε ὅτι εἶσθε ἀπομεμονωμένοι σεῖς οἱ διδάσκαλοι καὶ δὲν μπορεῖτε τόσα ἔτη μὲ τοσαύτας εὐκολίας νὰ ἐλκύσητε οὔτε ἕνα Βλάχον ; Μὲ τὴν γυμνότητά σας αὐτὴν νομίζετε ὅτι θὰ κατορθώσητε ταραχάς ; bbox=[89, 1139, 324, 1231]
security-name: ΣΥΝΑΛΛΑΓΗ bbox=[205, 476, 258, 488]
market-row bbox=[89, 424, 202, 437]
security-name: Ἠλεκτρικῆς bbox=[90, 538, 148, 550]
article-paragraph: Ἐπειδὴ ὅμως δὲν ὑπέγραψαν ὅλοι οἱ ἀντιπολιτευόμενοι τὸ πρωτόκολλον θεωρεῖται πιθανὸν ὅτι ἡ Συνέλευσις δὲν θὰ λήξῃ νὰ ποιήσηται βαθύτερον λόγον περὶ τοῦ κινήματος τοῦ Θερίσου. bbox=[597, 894, 855, 970]
headline-2: Η ΑΝΑΚΛΗΣΙΣ ΤΩΝ ΑΞΙΩΜΑΤΙΚΩΝ bbox=[597, 198, 1132, 295]
